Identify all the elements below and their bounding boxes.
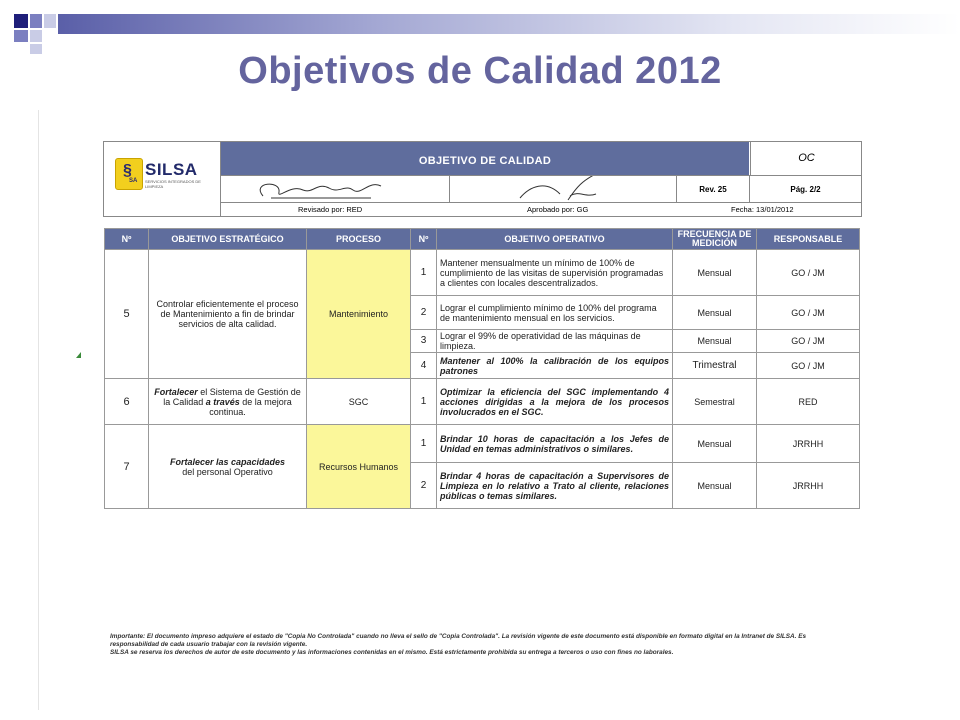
side-mark-icon xyxy=(76,352,81,358)
reviewer-signature-scribble xyxy=(221,176,449,203)
col-header-frequency: FRECUENCIA DE MEDICIÓN xyxy=(673,229,757,250)
process-name: Recursos Humanos xyxy=(307,425,411,509)
logo xyxy=(104,142,221,216)
strategic-emphasis: Fortalecer xyxy=(154,386,198,397)
page-number: Pág. 2/2 xyxy=(790,185,821,194)
title-gradient-bar xyxy=(58,14,960,34)
strategic-text: el Sistema de Gestión de la Calidad xyxy=(163,386,301,407)
operative-num: 2 xyxy=(411,463,437,509)
operative-num: 1 xyxy=(411,250,437,296)
strategic-num: 5 xyxy=(105,250,149,379)
approver-signature-scribble xyxy=(450,176,676,203)
frequency: Mensual xyxy=(673,296,757,330)
strategic-objective xyxy=(149,425,307,509)
revision-number: Rev. 25 xyxy=(677,176,750,203)
approved-by: Aprobado por: GG xyxy=(527,205,589,214)
responsible: GO / JM xyxy=(757,353,860,379)
col-header-num: Nº xyxy=(105,229,149,250)
responsible: GO / JM xyxy=(757,330,860,353)
responsible: JRRHH xyxy=(757,463,860,509)
corner-square-light-2 xyxy=(30,30,42,42)
scan-edge xyxy=(38,110,39,710)
operative-num: 2 xyxy=(411,296,437,330)
table-row xyxy=(105,425,860,463)
strategic-objective xyxy=(149,379,307,425)
logo-subtext: SERVICIOS INTEGRADOS DE LIMPIEZA xyxy=(145,179,201,189)
frequency: Mensual xyxy=(673,330,757,353)
frequency: Mensual xyxy=(673,250,757,296)
corner-square-dark xyxy=(14,14,28,28)
operative-num: 1 xyxy=(411,425,437,463)
strategic-text: del personal Operativo xyxy=(182,466,273,477)
legal-notice xyxy=(110,633,850,657)
operative-objective: Mantener al 100% la calibración de los equipos patrones xyxy=(437,353,673,379)
approver-signature xyxy=(450,176,677,203)
strategic-objective: Controlar eficientemente el proceso de Mantenimiento a fin de brindar servicios de alta calidad. xyxy=(149,250,307,379)
frequency: Trimestral xyxy=(673,353,757,379)
strategic-text: de la mejora continua. xyxy=(209,396,292,417)
notice-line-1: Importante: El documento impreso adquiere el estado de "Copia No Controlada" cuando no lleva el sello de "Copia Controlada". La revisión vigente de este documento está disponible en formato digital en la Intranet de SILSA. Es responsabilidad de cada usuario trabajar con la revisión vigente. xyxy=(110,633,807,648)
approval-row xyxy=(221,202,861,217)
table-header-row xyxy=(105,229,860,250)
responsible: RED xyxy=(757,379,860,425)
process-name: Mantenimiento xyxy=(307,250,411,379)
logo-text: SILSA xyxy=(145,160,198,179)
slide-title: Objetivos de Calidad 2012 xyxy=(238,50,722,92)
document-title: OBJETIVO DE CALIDAD xyxy=(221,142,749,175)
strategic-emphasis: Fortalecer las capacidades xyxy=(169,456,286,467)
logo-emblem-icon: § SA xyxy=(115,158,143,190)
responsible: GO / JM xyxy=(757,296,860,330)
responsible: GO / JM xyxy=(757,250,860,296)
col-header-num2: Nº xyxy=(411,229,437,250)
process-name: SGC xyxy=(307,379,411,425)
operative-num: 3 xyxy=(411,330,437,353)
operative-objective: Optimizar la eficiencia del SGC implementando 4 acciones dirigidas a la mejora de los procesos involucrados en el SGC. xyxy=(437,379,673,425)
operative-objective: Lograr el 99% de operatividad de las máquinas de limpieza. xyxy=(437,330,673,353)
operative-objective: Brindar 10 horas de capacitación a los Jefes de Unidad en temas administrativos o similares. xyxy=(437,425,673,463)
corner-square-mid-2 xyxy=(14,30,28,42)
reviewer-signature xyxy=(221,176,450,203)
reviewed-by: Revisado por: RED xyxy=(298,205,363,214)
responsible: JRRHH xyxy=(757,425,860,463)
frequency: Mensual xyxy=(673,463,757,509)
strategic-num: 6 xyxy=(105,379,149,425)
corner-square-mid xyxy=(30,14,42,28)
operative-num: 4 xyxy=(411,353,437,379)
frequency: Semestral xyxy=(673,379,757,425)
notice-line-2: SILSA se reserva los derechos de autor de este documento y las informaciones contenidas en el mismo. Está estrictamente prohibida su entrega a terceros o uso con fines no laborales. xyxy=(110,649,674,656)
document-code: OC xyxy=(750,142,862,175)
corner-square-light xyxy=(44,14,56,28)
strategic-num: 7 xyxy=(105,425,149,509)
signature-row xyxy=(221,175,861,203)
col-header-process: PROCESO xyxy=(307,229,411,250)
col-header-responsible: RESPONSABLE xyxy=(757,229,860,250)
frequency: Mensual xyxy=(673,425,757,463)
operative-objective: Lograr el cumplimiento mínimo de 100% del programa de mantenimiento mensual en los servicios. xyxy=(437,296,673,330)
operative-objective: Mantener mensualmente un mínimo de 100% de cumplimiento de las visitas de supervisión programadas a clientes con locales descentralizados. xyxy=(437,250,673,296)
table-row xyxy=(105,379,860,425)
document-header xyxy=(103,141,862,217)
objectives-table xyxy=(104,228,860,509)
operative-num: 1 xyxy=(411,379,437,425)
document-date: Fecha: 13/01/2012 xyxy=(731,205,794,214)
operative-objective: Brindar 4 horas de capacitación a Supervisores de Limpieza en lo relativo a Trato al cliente, relaciones públicas o temas similares. xyxy=(437,463,673,509)
strategic-emphasis: a través xyxy=(205,396,240,407)
table-row xyxy=(105,250,860,296)
col-header-strategic: OBJETIVO ESTRATÉGICO xyxy=(149,229,307,250)
col-header-operative: OBJETIVO OPERATIVO xyxy=(437,229,673,250)
logo-badge: SA xyxy=(129,178,138,184)
